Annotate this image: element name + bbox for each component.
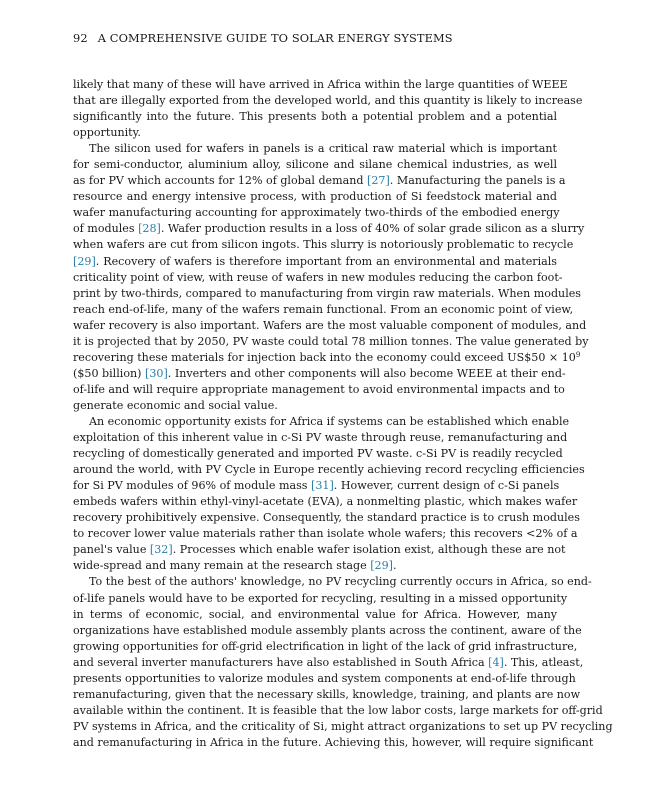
text-line: of modules [28]. Wafer production results in a loss of 40% of solar grade silicon as a slurry [73,222,585,236]
text-line: The silicon used for wafers in panels is a critical raw material which is important [89,142,557,156]
text-line: An economic opportunity exists for Africa if systems can be established which enable [89,414,570,428]
page-number: 92 [73,31,88,45]
paragraph [73,414,585,574]
text-line: when wafers are cut from silicon ingots. This slurry is notoriously problematic to recycle [73,238,574,252]
text-line: generate economic and social value. [73,398,278,412]
text-line: recovering these materials for injection back into the economy could exceed US$50 × $10^9$ [73,350,581,364]
superscript-exponent: 9 [575,350,581,359]
text-line: To the best of the authors' knowledge, no PV recycling currently occurs in Africa, so end- [89,575,592,589]
text-line: wide-spread and many remain at the research stage [29]. [73,559,397,573]
text-line: available within the continent. It is feasible that the low labor costs, large markets for off-grid [73,703,603,717]
text-line: embeds wafers within ethyl-vinyl-acetate (EVA), a nonmelting plastic, which makes wafer [73,495,578,509]
citation-link[interactable]: [28] [138,222,161,236]
citation-link[interactable]: [29] [370,559,394,573]
citation-link[interactable]: [4] [488,655,504,669]
text-line: recycling of domestically generated and imported PV waste. c-Si PV is readily recycled [73,447,563,461]
body-text [73,77,613,751]
text-line: criticality point of view, with reuse of wafers in new modules reducing the carbon foot- [73,270,563,284]
running-header [73,30,567,46]
text-line: print by two-thirds, compared to manufacturing from virgin raw materials. When modules [73,286,581,300]
text-line: wafer manufacturing accounting for approximately two-thirds of the embodied energy [73,206,560,220]
paragraph [73,141,589,414]
text-line: in terms of economic, social, and environmental value for Africa. However, many [73,607,557,621]
citation-link[interactable]: [27] [367,174,390,188]
text-line: of-life panels would have to be exported for recycling, resulting in a missed opportunity [73,591,568,605]
text-line: and several inverter manufacturers have also established in South Africa [4]. This, atleast, [73,655,584,669]
text-line: remanufacturing, given that the necessary skills, knowledge, training, and plants are now [73,687,581,701]
text-line: around the world, with PV Cycle in Europe recently achieving record recycling efficiencies [73,463,585,477]
text-line: exploitation of this inherent value in c-Si PV waste through reuse, remanufacturing and [73,431,568,445]
text-line: recovery prohibitively expensive. Consequently, the standard practice is to crush modules [73,511,580,525]
text-line: significantly into the future. This presents both a potential problem and a potential [73,110,557,124]
text-line: organizations have established module assembly plants across the continent, aware of the [73,623,582,637]
text-line: as for PV which accounts for 12% of global demand [27]. Manufacturing the panels is a [73,174,566,188]
text-line: that are illegally exported from the developed world, and this quantity is likely to increase [73,94,583,108]
paragraph [73,77,583,141]
text-line: wafer recovery is also important. Wafers are the most valuable component of modules, and [73,318,587,332]
text-line: presents opportunities to valorize modules and system components at end-of-life through [73,671,576,685]
text-line: of-life and will require appropriate management to avoid environmental impacts and to [73,382,565,396]
citation-link[interactable]: [30] [145,366,168,380]
citation-link[interactable]: [31] [311,479,334,493]
text-line: for semi-conductor, aluminium alloy, silicone and silane chemical industries, as well [73,158,557,172]
text-line: growing opportunities for off-grid electrification in light of the lack of grid infrastructure, [73,639,578,653]
text-line: and remanufacturing in Africa in the future. Achieving this, however, will require significant [73,735,594,749]
text-line: [29]. Recovery of wafers is therefore important from an environmental and materials [73,254,557,268]
text-line: opportunity. [73,126,141,140]
text-line: it is projected that by 2050, PV waste could total 78 million tonnes. The value generated by [73,334,589,348]
text-line: resource and energy intensive process, with production of Si feedstock material and [73,190,557,204]
citation-link[interactable]: [32] [149,543,173,557]
book-title: A COMPREHENSIVE GUIDE TO SOLAR ENERGY SYSTEMS [97,31,453,45]
paragraph [73,574,613,751]
text-line: ($50 billion) [30]. Inverters and other components will also become WEEE at their end- [73,366,566,380]
text-line: panel's value [32]. Processes which enable wafer isolation exist, although these are not [73,543,566,557]
text-line: for Si PV modules of 96% of module mass [31]. However, current design of c-Si panels [73,479,560,493]
citation-link[interactable]: [29] [73,254,96,268]
text-line: reach end-of-life, many of the wafers remain functional. From an economic point of view, [73,302,574,316]
text-line: likely that many of these will have arrived in Africa within the large quantities of WEEE [73,78,568,91]
text-line: to recover lower value materials rather than isolate whole wafers; this recovers <2% of a [73,527,578,541]
text-line: PV systems in Africa, and the criticality of Si, might attract organizations to set up PV recycling [73,719,613,733]
